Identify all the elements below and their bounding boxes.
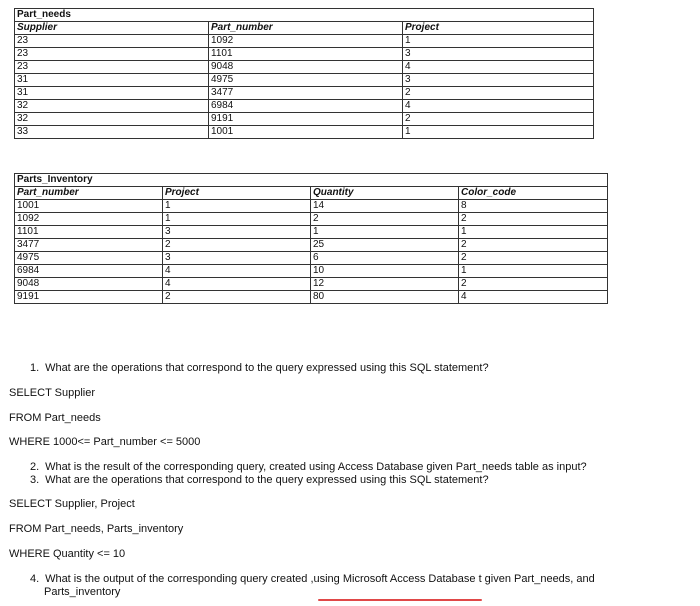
table-cell: 1101	[209, 48, 403, 61]
table-cell: 4	[459, 291, 608, 304]
question-4	[30, 573, 595, 586]
table-row	[15, 61, 594, 74]
column-header-quantity: Quantity	[311, 187, 459, 200]
table-cell: 4	[403, 100, 594, 113]
table-cell: 1	[311, 226, 459, 239]
table-cell: 9048	[209, 61, 403, 74]
table-cell: 2	[403, 87, 594, 100]
table-cell: 3477	[209, 87, 403, 100]
table-cell: 1	[403, 35, 594, 48]
question-1	[30, 362, 489, 375]
table-cell: 1092	[15, 213, 163, 226]
table-cell: 31	[15, 74, 209, 87]
table-cell: 6984	[15, 265, 163, 278]
column-header-color-code: Color_code	[459, 187, 608, 200]
question-number: 2.	[30, 461, 40, 473]
table-cell: 4	[163, 278, 311, 291]
table-cell: 2	[311, 213, 459, 226]
table-row	[15, 113, 594, 126]
table-cell: 14	[311, 200, 459, 213]
table-cell: 1	[403, 126, 594, 139]
table-cell: 2	[459, 239, 608, 252]
table-cell: 10	[311, 265, 459, 278]
table-row	[15, 48, 594, 61]
parts-inventory-table	[14, 173, 608, 304]
column-header-part-number: Part_number	[15, 187, 163, 200]
table-cell: 1001	[209, 126, 403, 139]
table-cell: 6	[311, 252, 459, 265]
table-cell: 2	[163, 239, 311, 252]
table-cell: 23	[15, 61, 209, 74]
table-cell: 3	[163, 226, 311, 239]
table-cell: 2	[163, 291, 311, 304]
table-row	[15, 35, 594, 48]
table-cell: 1	[163, 213, 311, 226]
table-row	[15, 100, 594, 113]
table-cell: 2	[403, 113, 594, 126]
sql1-from: FROM Part_needs	[9, 412, 101, 424]
table-row	[15, 87, 594, 100]
table-cell: 23	[15, 48, 209, 61]
table-cell: 32	[15, 113, 209, 126]
sql1-where: WHERE 1000<= Part_number <= 5000	[9, 436, 201, 448]
table-cell: 2	[459, 252, 608, 265]
part-needs-table	[14, 8, 594, 139]
table-row	[15, 126, 594, 139]
table-row	[15, 252, 608, 265]
table-cell: 6984	[209, 100, 403, 113]
table-cell: 3	[403, 48, 594, 61]
question-text: What is the result of the corresponding query, created using Access Database given Part_needs table as input?	[45, 461, 587, 473]
table-cell: 4975	[209, 74, 403, 87]
table-cell: 9048	[15, 278, 163, 291]
column-header-supplier: Supplier	[15, 22, 209, 35]
table-cell: 9191	[15, 291, 163, 304]
question-4-continuation: Parts_inventory	[44, 586, 121, 598]
table-cell: 8	[459, 200, 608, 213]
sql1-select: SELECT Supplier	[9, 387, 96, 399]
table-cell: 1	[459, 265, 608, 278]
table-row	[15, 74, 594, 87]
table-cell: 3	[163, 252, 311, 265]
table-row	[15, 239, 608, 252]
table-row	[15, 291, 608, 304]
sql2-select: SELECT Supplier, Project	[9, 498, 135, 510]
question-text: What is the output of the corresponding query created ,using Microsoft Access Database t given Part_needs, and	[45, 573, 595, 585]
question-number: 4.	[30, 573, 40, 585]
sql2-where: WHERE Quantity <= 10	[9, 548, 126, 560]
table-cell: 80	[311, 291, 459, 304]
red-underline-mark	[318, 599, 482, 601]
table-title: Part_needs	[15, 9, 594, 22]
table-cell: 4	[403, 61, 594, 74]
table-cell: 31	[15, 87, 209, 100]
table-row	[15, 265, 608, 278]
table-cell: 1101	[15, 226, 163, 239]
question-text: What are the operations that correspond to the query expressed using this SQL statement?	[45, 474, 489, 486]
table-row	[15, 213, 608, 226]
table-cell: 23	[15, 35, 209, 48]
table-cell: 1	[459, 226, 608, 239]
table-row	[15, 226, 608, 239]
question-2	[30, 461, 587, 474]
table-cell: 1001	[15, 200, 163, 213]
table-cell: 3	[403, 74, 594, 87]
table-cell: 3477	[15, 239, 163, 252]
table-cell: 9191	[209, 113, 403, 126]
table-cell: 32	[15, 100, 209, 113]
sql2-from: FROM Part_needs, Parts_inventory	[9, 523, 184, 535]
question-number: 1.	[30, 362, 40, 374]
question-3	[30, 474, 489, 487]
table-title: Parts_Inventory	[15, 174, 608, 187]
table-row	[15, 200, 608, 213]
table-cell: 2	[459, 278, 608, 291]
table-cell: 12	[311, 278, 459, 291]
table-cell: 33	[15, 126, 209, 139]
question-number: 3.	[30, 474, 40, 486]
table-cell: 2	[459, 213, 608, 226]
table-cell: 4975	[15, 252, 163, 265]
table-cell: 25	[311, 239, 459, 252]
table-cell: 1	[163, 200, 311, 213]
table-row	[15, 278, 608, 291]
table-cell: 1092	[209, 35, 403, 48]
question-text: What are the operations that correspond to the query expressed using this SQL statement?	[45, 362, 489, 374]
column-header-project: Project	[403, 22, 594, 35]
table-cell: 4	[163, 265, 311, 278]
column-header-part-number: Part_number	[209, 22, 403, 35]
column-header-project: Project	[163, 187, 311, 200]
